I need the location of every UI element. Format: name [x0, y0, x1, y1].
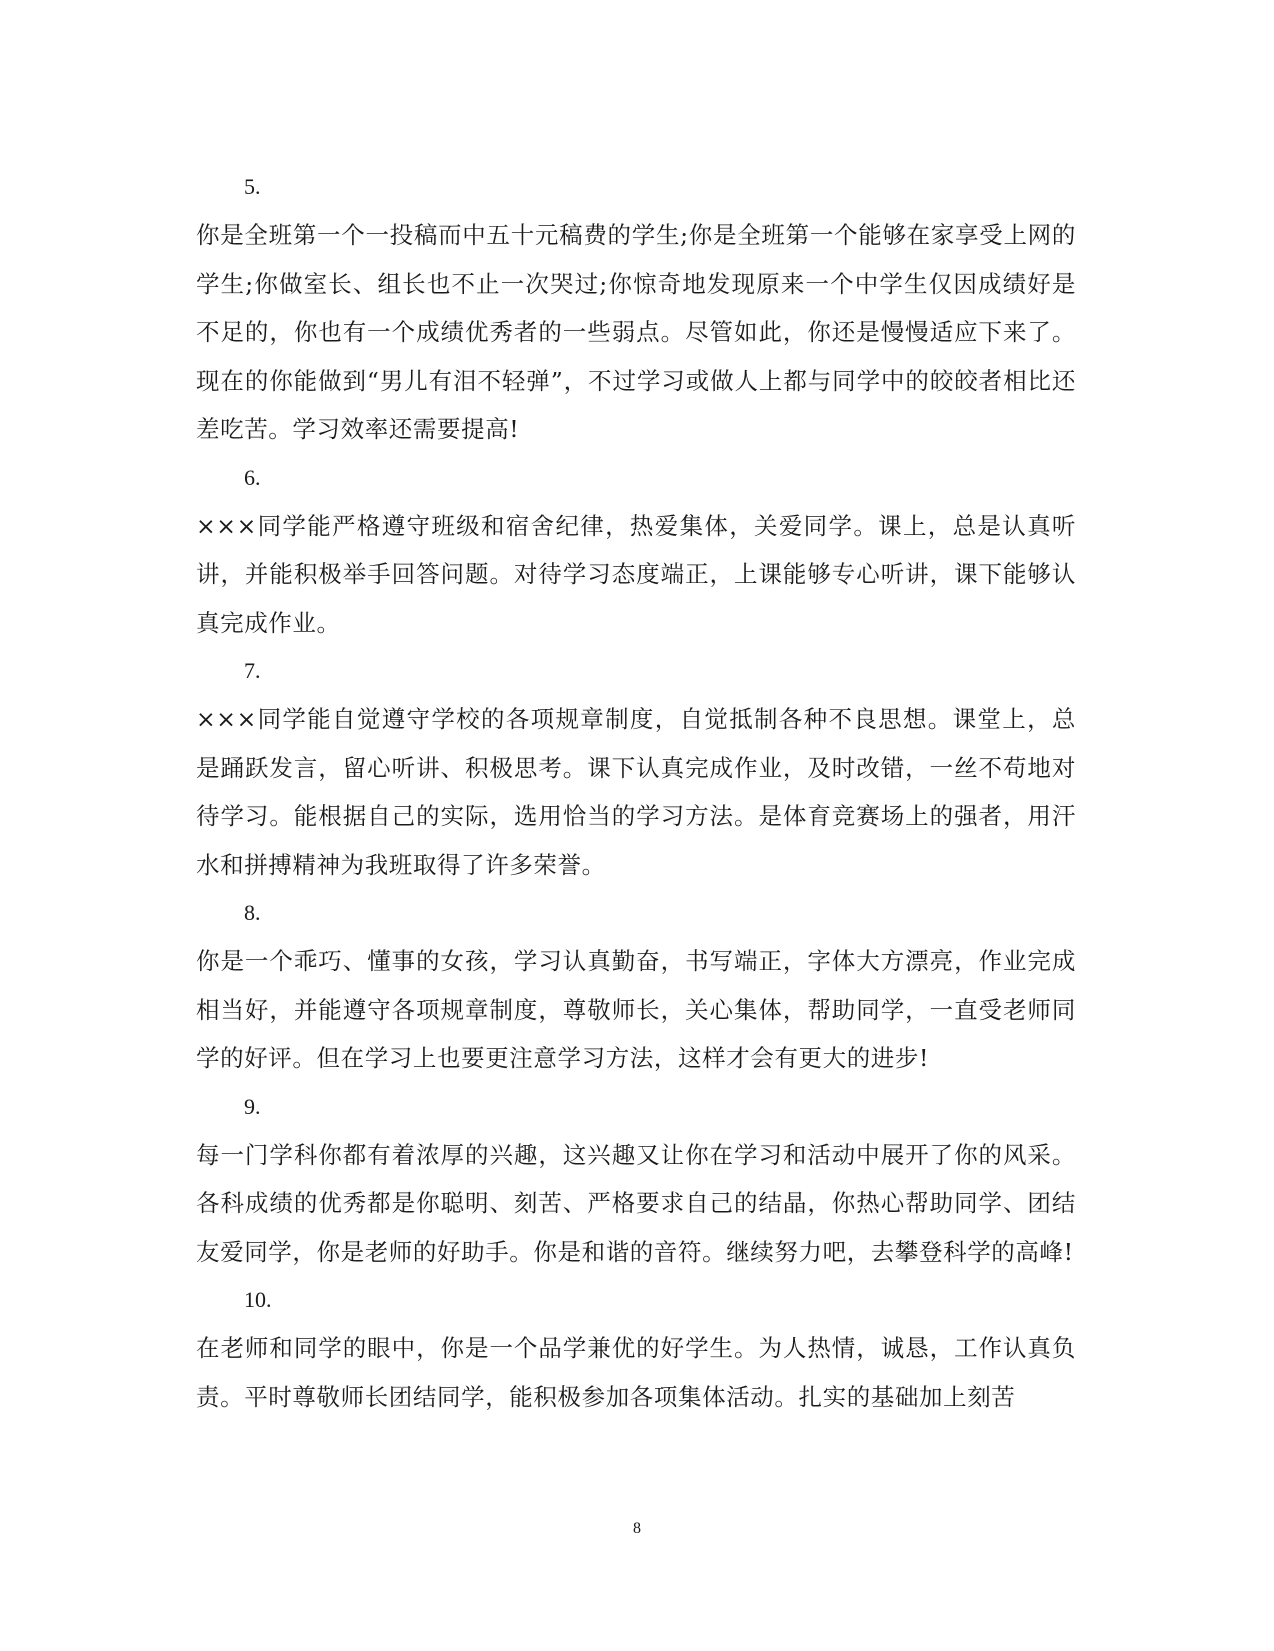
- page-number: 8: [633, 1520, 641, 1537]
- item-number: 8.: [244, 900, 261, 925]
- item-paragraph: ×××同学能严格遵守班级和宿舍纪律，热爱集体，关爱同学。课上，总是认真听讲，并能积极举手回答问题。对待学习态度端正，上课能够专心听讲，课下能够认真完成作业。: [196, 511, 1076, 637]
- item-number: 6.: [244, 464, 261, 490]
- item-number: 7.: [244, 658, 261, 683]
- item-paragraph: 每一门学科你都有着浓厚的兴趣，这兴趣又让你在学习和活动中展开了你的风采。各科成绩的优秀都是你聪明、刻苦、严格要求自己的结晶，你热心帮助同学、团结友爱同学，你是老师的好助手。你是和谐的音符。继续努力吧，去攀登科学的高峰!: [196, 1140, 1076, 1266]
- item-number: 5.: [244, 174, 261, 199]
- item-paragraph: ×××同学能自觉遵守学校的各项规章制度，自觉抵制各种不良思想。课堂上，总是踊跃发言，留心听讲、积极思考。课下认真完成作业，及时改错，一丝不苟地对待学习。能根据自己的实际，选用恰当的学习方法。是体育竞赛场上的强者，用汗水和拼搏精神为我班取得了许多荣誉。: [196, 705, 1076, 879]
- item-number: 10.: [244, 1287, 272, 1312]
- item-paragraph: 你是一个乖巧、懂事的女孩，学习认真勤奋，书写端正，字体大方漂亮，作业完成相当好，并能遵守各项规章制度，尊敬师长，关心集体，帮助同学，一直受老师同学的好评。但在学习上也要更注意学习方法，这样才会有更大的进步!: [196, 947, 1076, 1072]
- item-paragraph: 你是全班第一个一投稿而中五十元稿费的学生;你是全班第一个能够在家享受上网的学生;你做室长、组长也不止一次哭过;你惊奇地发现原来一个中学生仅因成绩好是不足的，你也有一个成绩优秀者的一些弱点。尽管如此，你还是慢慢适应下来了。现在的你能做到“男儿有泪不轻弹”，不过学习或做人上都与同学中的皎皎者相比还差吃苦。学习效率还需要提高!: [196, 221, 1076, 443]
- document-body: [196, 163, 1076, 1421]
- item-paragraph: 在老师和同学的眼中，你是一个品学兼优的好学生。为人热情，诚恳，工作认真负责。平时尊敬师长团结同学，能积极参加各项集体活动。扎实的基础加上刻苦: [196, 1334, 1076, 1411]
- item-number: 9.: [244, 1093, 261, 1119]
